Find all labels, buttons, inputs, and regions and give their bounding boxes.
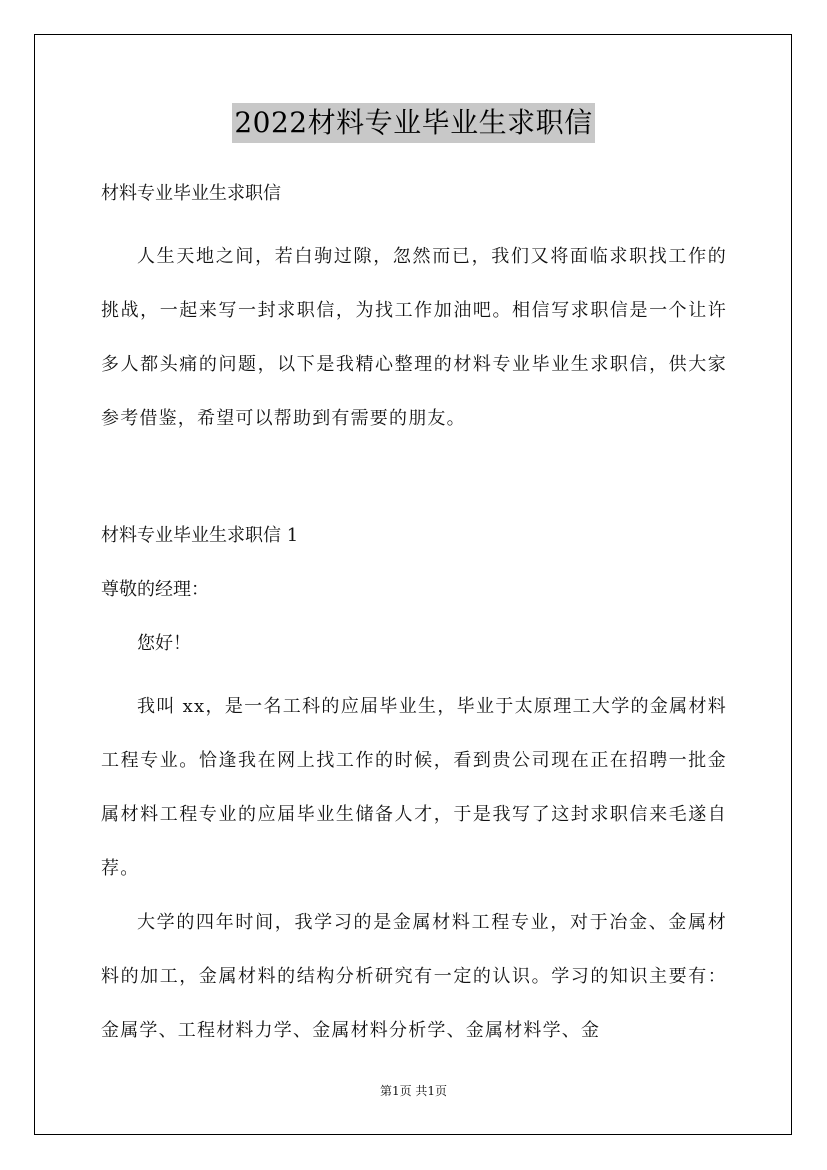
body-paragraph-1: 我叫 xx，是一名工科的应届毕业生，毕业于太原理工大学的金属材料工程专业。恰逢我在网上找工作的时候，看到贵公司现在正在招聘一批金属材料工程专业的应届毕业生储备人才，于是我写了这封求职信来毛遂自荐。	[101, 696, 727, 879]
document-body	[101, 176, 727, 1058]
intro-paragraph: 人生天地之间，若白驹过隙，忽然而已，我们又将面临求职找工作的挑战，一起来写一封求职信，为找工作加油吧。相信写求职信是一个让许多人都头痛的问题，以下是我精心整理的材料专业毕业生求职信，供大家参考借鉴，希望可以帮助到有需要的朋友。	[101, 246, 727, 429]
salutation: 尊敬的经理：	[101, 579, 209, 600]
document-title: 2022材料专业毕业生求职信	[232, 103, 594, 143]
body-paragraph-2: 大学的四年时间，我学习的是金属材料工程专业，对于冶金、金属材料的加工，金属材料的结构分析研究有一定的认识。学习的知识主要有：金属学、工程材料力学、金属材料分析学、金属材料学、金	[101, 912, 727, 1041]
greeting: 您好！	[137, 633, 191, 654]
document-subtitle: 材料专业毕业生求职信	[101, 183, 281, 204]
section-heading: 材料专业毕业生求职信 1	[101, 525, 299, 546]
title-container	[0, 103, 827, 143]
page-footer: 第1页 共1页	[379, 1084, 448, 1098]
